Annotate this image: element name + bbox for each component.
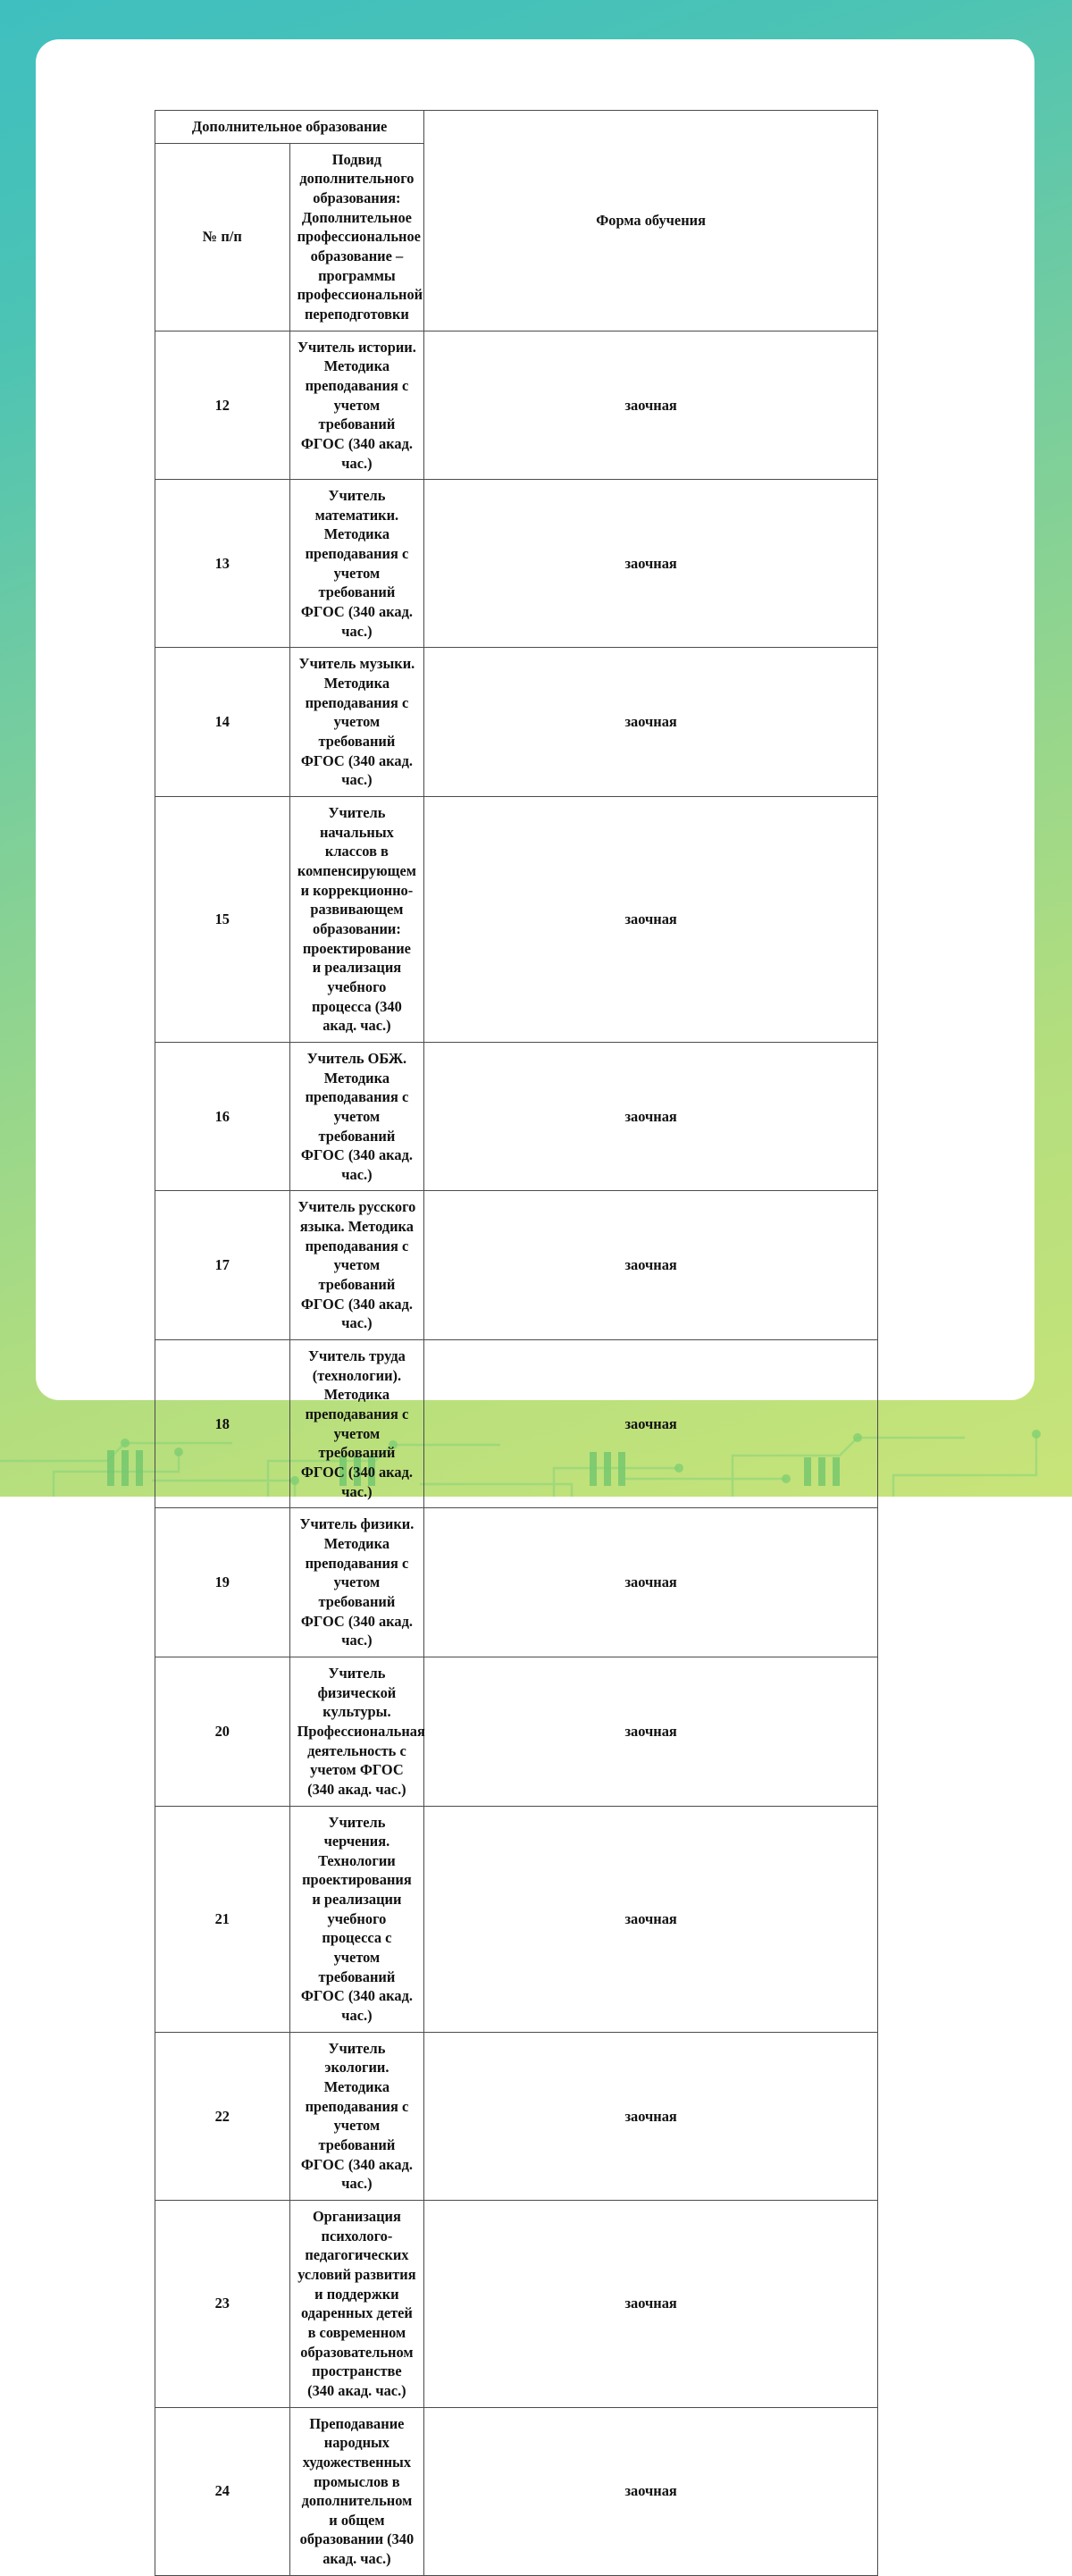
row-program-name: Учитель физики. Методика преподавания с учетом требований ФГОС (340 акад. час.) [289, 1508, 424, 1657]
row-number: 15 [155, 797, 290, 1043]
column-header-subtype: Подвид дополнительного образования: Дополнительное профессиональное образование – программы профессиональной переподготовки [289, 143, 424, 331]
programs-table [155, 110, 878, 2576]
row-number: 23 [155, 2200, 290, 2407]
row-program-name: Преподавание народных художественных промыслов в дополнительном и общем образовании (340 акад. час.) [289, 2407, 424, 2575]
row-program-name: Учитель черчения. Технологии проектирования и реализации учебного процесса с учетом требований ФГОС (340 акад. час.) [289, 1806, 424, 2032]
row-number: 18 [155, 1340, 290, 1508]
table-section-title: Дополнительное образование [155, 111, 424, 144]
table-row [155, 1657, 878, 1806]
table-row [155, 648, 878, 797]
row-number: 12 [155, 331, 290, 480]
table-row [155, 1806, 878, 2032]
row-program-name: Учитель ОБЖ. Методика преподавания с учетом требований ФГОС (340 акад. час.) [289, 1042, 424, 1191]
row-number: 14 [155, 648, 290, 797]
column-header-number: № п/п [155, 143, 290, 331]
row-program-name: Учитель музыки. Методика преподавания с учетом требований ФГОС (340 акад. час.) [289, 648, 424, 797]
row-program-name: Учитель труда (технологии). Методика преподавания с учетом требований ФГОС (340 акад. час.) [289, 1340, 424, 1508]
document-content [155, 110, 878, 2576]
row-study-form: заочная [424, 1340, 878, 1508]
row-study-form: заочная [424, 331, 878, 480]
table-header-title-row [155, 111, 878, 144]
row-study-form: заочная [424, 797, 878, 1043]
table-row [155, 2032, 878, 2200]
row-program-name: Учитель русского языка. Методика преподавания с учетом требований ФГОС (340 акад. час.) [289, 1191, 424, 1340]
row-study-form: заочная [424, 1806, 878, 2032]
row-study-form: заочная [424, 1508, 878, 1657]
row-study-form: заочная [424, 2407, 878, 2575]
column-header-form: Форма обучения [424, 111, 878, 331]
row-program-name: Учитель экологии. Методика преподавания с учетом требований ФГОС (340 акад. час.) [289, 2032, 424, 2200]
row-program-name: Учитель истории. Методика преподавания с учетом требований ФГОС (340 акад. час.) [289, 331, 424, 480]
row-program-name: Учитель физической культуры. Профессиональная деятельность с учетом ФГОС (340 акад. час.) [289, 1657, 424, 1806]
row-number: 21 [155, 1806, 290, 2032]
row-program-name: Учитель начальных классов в компенсирующем и коррекционно-развивающем образовании: проектирование и реализация учебного процесса (340 акад. час.) [289, 797, 424, 1043]
row-study-form: заочная [424, 1191, 878, 1340]
row-study-form: заочная [424, 1042, 878, 1191]
row-program-name: Учитель математики. Методика преподавания с учетом требований ФГОС (340 акад. час.) [289, 480, 424, 648]
table-row [155, 1508, 878, 1657]
table-row [155, 1042, 878, 1191]
row-study-form: заочная [424, 480, 878, 648]
row-number: 17 [155, 1191, 290, 1340]
table-row [155, 331, 878, 480]
row-study-form: заочная [424, 648, 878, 797]
row-number: 20 [155, 1657, 290, 1806]
table-row [155, 2407, 878, 2575]
row-study-form: заочная [424, 2032, 878, 2200]
row-number: 16 [155, 1042, 290, 1191]
table-row [155, 2200, 878, 2407]
row-number: 13 [155, 480, 290, 648]
table-row [155, 1191, 878, 1340]
table-row [155, 480, 878, 648]
row-study-form: заочная [424, 2200, 878, 2407]
table-row [155, 1340, 878, 1508]
row-study-form: заочная [424, 1657, 878, 1806]
row-number: 24 [155, 2407, 290, 2575]
row-number: 19 [155, 1508, 290, 1657]
row-program-name: Организация психолого-педагогических условий развития и поддержки одаренных детей в современном образовательном пространстве (340 акад. час.) [289, 2200, 424, 2407]
document-sheet [36, 39, 1034, 2568]
table-row [155, 797, 878, 1043]
row-number: 22 [155, 2032, 290, 2200]
